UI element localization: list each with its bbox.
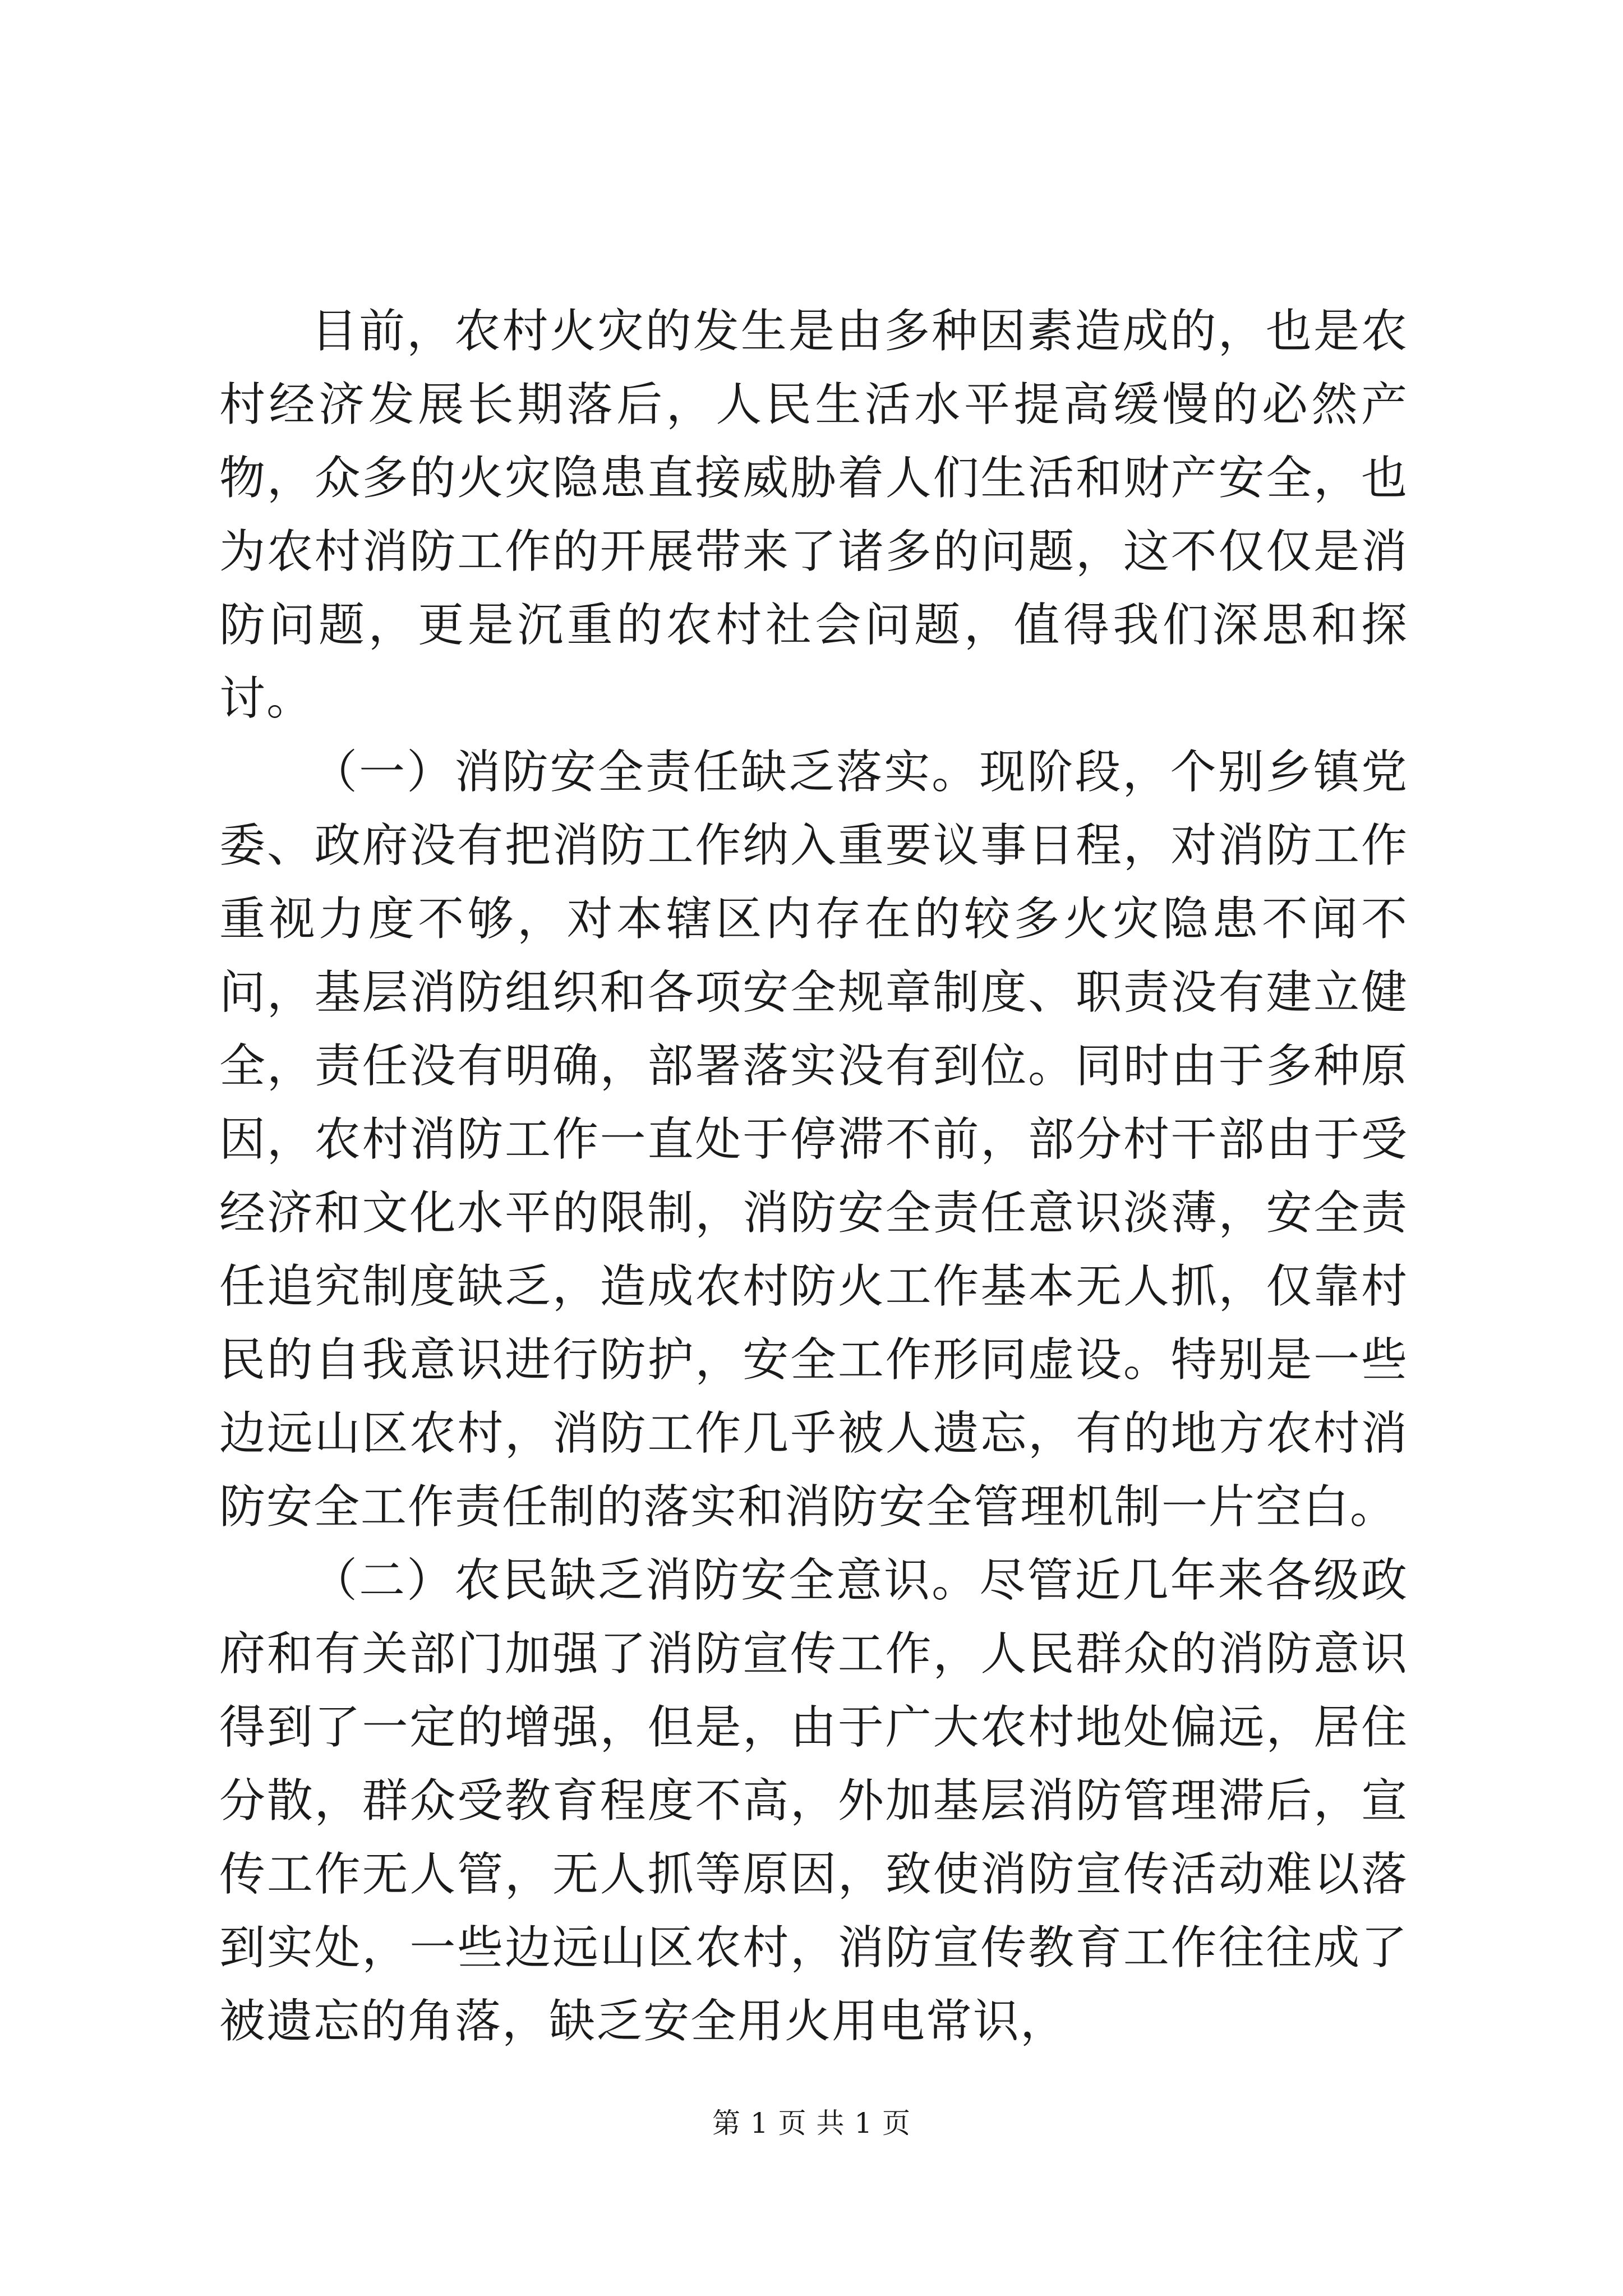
paragraph-intro: 目前，农村火灾的发生是由多种因素造成的，也是农村经济发展长期落后，人民生活水平提高缓慢的必然产物，众多的火灾隐患直接威胁着人们生活和财产安全，也为农村消防工作的开展带来了诸多的问题，这不仅仅是消防问题，更是沉重的农村社会问题，值得我们深思和探讨。	[219, 305, 1408, 725]
paragraph-section-2: （二）农民缺乏消防安全意识。尽管近几年来各级政府和有关部门加强了消防宣传工作，人民群众的消防意识得到了一定的增强，但是，由于广大农村地处偏远，居住分散，群众受教育程度不高，外加基层消防管理滞后，宣传工作无人管，无人抓等原因，致使消防宣传活动难以落到实处，一些边远山区农村，消防宣传教育工作往往成了被遗忘的角落，缺乏安全用火用电常识，	[219, 1554, 1408, 2048]
paragraph-section-1: （一）消防安全责任缺乏落实。现阶段，个别乡镇党委、政府没有把消防工作纳入重要议事日程，对消防工作重视力度不够，对本辖区内存在的较多火灾隐患不闻不问，基层消防组织和各项安全规章制度、职责没有建立健全，责任没有明确，部署落实没有到位。同时由于多种原因，农村消防工作一直处于停滞不前，部分村干部由于受经济和文化水平的限制，消防安全责任意识淡薄，安全责任追究制度缺乏，造成农村防火工作基本无人抓，仅靠村民的自我意识进行防护，安全工作形同虚设。特别是一些边远山区农村，消防工作几乎被人遗忘，有的地方农村消防安全工作责任制的落实和消防安全管理机制一片空白。	[219, 746, 1408, 1534]
page-number-footer: 第 1 页 共 1 页	[712, 2107, 911, 2139]
document-body	[219, 295, 1408, 2058]
